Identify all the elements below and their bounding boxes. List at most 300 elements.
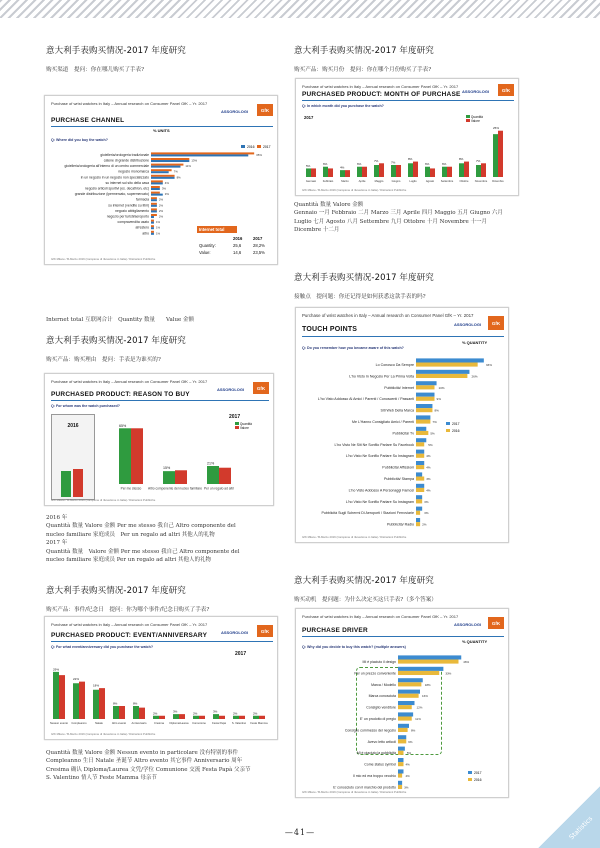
bar-valore bbox=[430, 168, 435, 177]
bar-a bbox=[416, 507, 422, 511]
bar-label: farmacia bbox=[135, 197, 149, 202]
bar-b bbox=[416, 408, 432, 412]
bar-b bbox=[398, 682, 421, 686]
top-decorative-band bbox=[0, 0, 600, 22]
bar-a bbox=[398, 701, 415, 705]
bar-value: 2% bbox=[193, 711, 198, 716]
bar-a bbox=[416, 393, 435, 397]
legend-swatch-2016 bbox=[446, 429, 450, 432]
bar-value: 7% bbox=[432, 419, 437, 424]
bar-label: altro bbox=[142, 231, 149, 236]
bar-value: 65% bbox=[119, 423, 127, 428]
bar-valore bbox=[59, 675, 65, 719]
bar-value: 35% bbox=[256, 152, 262, 157]
bar-b bbox=[151, 210, 157, 212]
bar-category: Nessun evento bbox=[50, 722, 68, 725]
bar-value: 12% bbox=[416, 705, 423, 710]
scan-footnote: GfK Milano / B-Marzo 2019 (Campione di rilevazione in Italia) / Distrazioni Pubbliche bbox=[51, 498, 156, 502]
bar-a bbox=[151, 208, 157, 210]
value-label: Value: bbox=[199, 250, 211, 255]
bar-value: 7% bbox=[173, 169, 178, 174]
bar-category: Per un regalo ad altri bbox=[203, 486, 235, 491]
bar-b bbox=[398, 660, 459, 664]
bar-value: 7% bbox=[476, 158, 481, 163]
bar-valore bbox=[481, 163, 486, 177]
bar-quantita bbox=[53, 672, 59, 719]
scan-footnote: GfK Milano / B-Marzo 2019 (Campione di rilevazione in Italia) / Distrazioni Pubbliche bbox=[302, 535, 407, 539]
bar-label: Pubblicità/ Internet bbox=[384, 385, 414, 390]
legend-2016: 2016 bbox=[247, 145, 255, 149]
assorologi-logo: ASSOROLOGI bbox=[221, 109, 249, 114]
bar-a bbox=[398, 678, 423, 682]
bar-value: 8% bbox=[133, 701, 138, 706]
bar-label: E' un prodotto di pregio bbox=[359, 716, 396, 721]
bar-label: L'ho Visto In Negozio Per La Prima Volta bbox=[349, 374, 414, 379]
bar-value: 4% bbox=[340, 165, 345, 170]
bar-value: 3% bbox=[213, 709, 218, 714]
bar-label: gioielleria/orologeria tradizionale bbox=[100, 152, 149, 157]
title-rule bbox=[302, 336, 504, 337]
bar-label: Me L'Hanno Consigliato Amici / Parenti bbox=[351, 419, 414, 424]
bar-valore bbox=[179, 714, 185, 719]
bar-quantita bbox=[213, 714, 219, 719]
bar-value: 6% bbox=[442, 162, 447, 167]
bar-quantita bbox=[442, 167, 447, 177]
bar-valore bbox=[131, 428, 143, 484]
bar-a bbox=[398, 758, 404, 762]
bar-a bbox=[398, 690, 420, 694]
bar-a bbox=[151, 169, 172, 171]
section-touch-points bbox=[294, 271, 552, 300]
scan-header: Purchase of wrist watches in Italy – Annual research on Consumer Panel GfK – Yr. 2017 bbox=[302, 84, 459, 89]
legend-2016: 2016 bbox=[452, 429, 460, 433]
bar-label: negozio monomarca bbox=[118, 169, 149, 174]
bar-value: 1% bbox=[155, 220, 161, 225]
bar-valore bbox=[199, 716, 205, 719]
month-bars bbox=[302, 119, 514, 189]
bar-category: Festa Papà bbox=[212, 722, 226, 725]
bar-category: Diploma/Laurea bbox=[169, 722, 189, 725]
bar-value: 8% bbox=[459, 157, 464, 162]
internet-year-2017: 2017 bbox=[253, 236, 263, 241]
bar-valore bbox=[498, 131, 503, 177]
bar-value: 5% bbox=[306, 163, 311, 168]
bar-a bbox=[398, 747, 405, 751]
bar-label: negozio per turisti/aeroporto bbox=[106, 214, 149, 219]
bar-valore bbox=[379, 163, 384, 177]
bar-b bbox=[151, 166, 180, 168]
reason-2016-panel bbox=[51, 414, 95, 500]
scan-footnote: GfK Milano / B-Marzo 2019 (Campione di rilevazione in Italia) / Distrazioni Pubbliche bbox=[51, 257, 156, 261]
bar-quantita bbox=[391, 165, 396, 177]
bar-quantita bbox=[476, 165, 481, 177]
legend-2016: 2016 bbox=[474, 778, 482, 782]
bar-value: 4% bbox=[426, 465, 431, 470]
bar-label: su internet (vendite su libri) bbox=[108, 203, 149, 208]
bar-label: E' conosciuto con il marchio del prodotto bbox=[333, 785, 396, 790]
reason-legend: Quantità Valore bbox=[235, 422, 252, 430]
section-title: 意大利手表购买情况-2017 年度研究 bbox=[294, 576, 434, 586]
bar-valore bbox=[396, 165, 401, 177]
section-title: 意大利手表购买情况-2017 年度研究 bbox=[46, 336, 186, 346]
bar-valore bbox=[119, 706, 125, 719]
bar-b bbox=[416, 374, 467, 378]
bar-value: 4% bbox=[405, 762, 410, 767]
bar-a bbox=[151, 231, 154, 233]
title-rule bbox=[302, 636, 504, 637]
bar-category: Per me stesso bbox=[120, 486, 142, 491]
question-text: Q: Why did you decide to buy this watch? (multiple answers) bbox=[302, 645, 406, 649]
bar-value: 26% bbox=[471, 374, 478, 379]
bar-label: Consiglio venditore bbox=[366, 705, 396, 710]
bar-value: 33% bbox=[445, 671, 452, 676]
bar-valore bbox=[239, 716, 245, 719]
bar-value: 8% bbox=[434, 408, 439, 413]
scan-title: PURCHASED PRODUCT: REASON TO BUY bbox=[51, 391, 190, 398]
bar-label: Mi è piaciuto il design bbox=[362, 659, 396, 664]
bar-category: Marzo bbox=[341, 180, 349, 183]
bar-label: Marca conosciuta bbox=[368, 694, 396, 699]
bar-category: Giugno bbox=[391, 180, 401, 183]
section-title: 意大利手表购买情况-2017 年度研究 bbox=[46, 46, 186, 56]
scan-header: Purchase of wrist watches in Italy – Annual research on Consumer Panel GfK – Yr. 2017 bbox=[302, 614, 459, 619]
question-text: Q: Where did you buy the watch? bbox=[51, 138, 108, 142]
section-month-of-purchase bbox=[294, 44, 552, 73]
bar-b bbox=[151, 194, 163, 196]
bar-quantita bbox=[73, 683, 79, 719]
section-purchase-driver bbox=[294, 574, 552, 603]
bar-valore bbox=[159, 716, 165, 719]
assorologi-logo: ASSOROLOGI bbox=[462, 89, 490, 94]
section-subtitle: 接触点 提问题：你还记得是如何获悉这款手表的吗? bbox=[294, 294, 426, 300]
bar-quantita bbox=[119, 428, 131, 484]
bar-a bbox=[416, 370, 469, 374]
section-title: 意大利手表购买情况-2017 年度研究 bbox=[294, 273, 434, 283]
bar-b bbox=[151, 182, 163, 184]
bar-a bbox=[416, 415, 430, 419]
bar-quantita bbox=[408, 163, 413, 177]
reason-year-2017: 2017 bbox=[229, 414, 241, 420]
bar-quantita bbox=[306, 168, 311, 177]
scan-footnote: GfK Milano / B-Marzo 2019 (Campione di rilevazione in Italia) / Distrazioni Pubbliche bbox=[302, 188, 407, 192]
bar-label: Lo Conosco Da Sempre bbox=[375, 362, 414, 367]
gfk-logo: GfK bbox=[257, 104, 273, 116]
bar-label: negozio abbigliamento bbox=[115, 208, 149, 213]
bar-a bbox=[416, 404, 432, 408]
bar-valore bbox=[345, 170, 350, 177]
bar-b bbox=[416, 477, 424, 481]
title-rule bbox=[302, 100, 514, 101]
bar-label: L'ho Visto Ne Sonfilo Parlare Su Instagram bbox=[345, 499, 414, 504]
scan-reason-to-buy bbox=[44, 373, 274, 506]
bar-category: Altro evento bbox=[111, 722, 127, 725]
bar-value: 8% bbox=[411, 728, 416, 733]
legend-swatch-2016 bbox=[241, 145, 245, 148]
bar-category: Ottobre bbox=[459, 180, 469, 183]
reason-caption: 2016 年 Quantità 数量 Valore 金额 Per me stesso 我自己 Altro componente del nucleo familiare 家庭成员 Per un regalo ad altri 其他人的礼物 2017 年 Quantità 数量 Valore 金额 Per me stesso 我自己 Altro componente del nucleo familiare 家庭成员 Per un regalo ad altri 其他人的礼物 bbox=[46, 515, 240, 564]
bar-value: 5% bbox=[406, 751, 412, 756]
bar-value: 3% bbox=[164, 192, 169, 197]
bar-value: 2% bbox=[153, 711, 158, 716]
bar-a bbox=[416, 450, 424, 454]
bar-b bbox=[416, 454, 424, 458]
scan-title: PURCHASE DRIVER bbox=[302, 627, 368, 634]
event-bars bbox=[49, 655, 275, 737]
bar-b bbox=[398, 785, 402, 789]
bar-value: 3% bbox=[173, 709, 178, 714]
bar-quantita bbox=[253, 716, 259, 719]
bar-value: 11% bbox=[415, 716, 421, 721]
corner-label: Statistics bbox=[567, 814, 595, 842]
value-2017: 23,5% bbox=[253, 250, 265, 255]
assorologi-logo: ASSOROLOGI bbox=[454, 622, 482, 627]
bar-quantita bbox=[113, 706, 119, 719]
bar-label: L'ho Visto Ne Siti Ne Sonfilo Parlare Su Facebook bbox=[334, 442, 414, 447]
bar-category: Anniversario bbox=[131, 722, 147, 725]
gfk-logo: GfK bbox=[253, 382, 269, 394]
gfk-logo: GfK bbox=[498, 84, 514, 96]
section-title: 意大利手表购买情况-2017 年度研究 bbox=[294, 46, 434, 56]
bar-quantita bbox=[459, 163, 464, 177]
assorologi-logo: ASSOROLOGI bbox=[217, 387, 245, 392]
bar-category: Cresima bbox=[153, 722, 165, 725]
section-reason-to-buy bbox=[46, 334, 304, 363]
section-subtitle: 购买产品：购买月份 提问：你在哪个月份购买了手表? bbox=[294, 67, 432, 73]
gfk-logo: GfK bbox=[488, 316, 504, 330]
bar-valore bbox=[139, 708, 145, 719]
bar-quantita bbox=[233, 716, 239, 719]
bar-a bbox=[151, 203, 157, 205]
question-text: Q: Do you remember how you became aware of this watch? bbox=[302, 346, 404, 350]
bar-b bbox=[398, 671, 439, 675]
bar-label: Come status symbol bbox=[364, 762, 396, 767]
bar-a bbox=[151, 158, 189, 160]
bar-a bbox=[416, 518, 420, 522]
bar-a bbox=[151, 175, 175, 177]
bar-quantita bbox=[323, 167, 328, 177]
section-title: 意大利手表购买情况-2017 年度研究 bbox=[46, 586, 186, 596]
bar-value: 7% bbox=[374, 158, 379, 163]
bar-valore bbox=[99, 688, 105, 719]
bar-label: L'ho Visto Ne Sonfilo Parlare Su Instagram bbox=[345, 454, 414, 459]
scan-purchase-driver bbox=[295, 608, 509, 798]
bar-value: 29% bbox=[53, 667, 60, 672]
bar-value: 8% bbox=[408, 157, 413, 162]
bar-value: 4% bbox=[164, 180, 169, 185]
bar-value: 6% bbox=[408, 739, 413, 744]
scan-month-of-purchase bbox=[295, 78, 519, 196]
title-rule bbox=[51, 400, 269, 401]
bar-b bbox=[416, 522, 420, 526]
bar-value: 8% bbox=[113, 701, 118, 706]
bar-label: Marca / Modello bbox=[371, 682, 396, 687]
bar-a bbox=[151, 214, 157, 216]
scan-title: TOUCH POINTS bbox=[302, 326, 358, 333]
legend-swatch-2016 bbox=[468, 778, 472, 781]
bar-quantita bbox=[207, 466, 219, 484]
title-rule bbox=[51, 641, 273, 642]
bar-quantita bbox=[153, 716, 159, 719]
assorologi-logo: ASSOROLOGI bbox=[221, 630, 249, 635]
bar-category: Natale bbox=[95, 722, 103, 725]
bar-value: 2% bbox=[158, 203, 164, 208]
bar-b bbox=[151, 199, 157, 201]
legend-swatch-2017 bbox=[468, 771, 472, 774]
bar-b bbox=[151, 177, 175, 179]
channel-caption: Internet total 互联网合计 Quantity 数量 Value 金额 bbox=[46, 317, 195, 323]
bar-valore bbox=[175, 470, 187, 484]
question-text: Q: For what event/anniversary did you purchase the watch? bbox=[51, 645, 154, 649]
event-caption: Quantità 数量 Valore 金额 Nessun evento in particolare 没有特别的事件 Compleanno 生日 Natale 圣诞节 Altro evento 其它事件 Anniversario 周年 Cresima 确认 Diploma/Laurea 文凭/学位 Comunione 交流 Festa Papà 父亲节 S. Valentino 情人节 Feste Mamma 母亲节 bbox=[46, 750, 251, 782]
bar-valore bbox=[447, 167, 452, 177]
bar-category: Comunione bbox=[192, 722, 206, 725]
legend-2017: 2017 bbox=[452, 422, 460, 426]
bar-valore bbox=[259, 716, 265, 719]
bar-b bbox=[398, 751, 404, 755]
bar-quantita bbox=[133, 706, 139, 719]
bar-label: in un negozio in un negozio non specializzato bbox=[80, 175, 149, 180]
bar-a bbox=[416, 461, 424, 465]
scan-header: Purchase of wrist watches in Italy – Annual research on Consumer Panel GfK – Yr. 2017 bbox=[51, 622, 208, 627]
bar-a bbox=[398, 724, 409, 728]
scan-event bbox=[44, 616, 278, 740]
bar-label: negozio articoli sportivi (es. decathlon, etc) bbox=[84, 186, 149, 191]
bar-category: Febbraio bbox=[322, 180, 334, 183]
statistics-corner-tab bbox=[538, 786, 600, 848]
section-event bbox=[46, 584, 304, 613]
bar-value: 3% bbox=[424, 499, 429, 504]
bar-label: L'ho Visto Addosso Ai Amici / Parenti / Conoscenti / Passanti bbox=[317, 397, 414, 402]
legend-swatch-2017 bbox=[446, 422, 450, 425]
bar-a bbox=[398, 735, 406, 739]
bar-b bbox=[151, 227, 154, 229]
scan-header: Purchase of wrist watches in Italy – Annual research on Consumer Panel GfK – Yr. 2017 bbox=[51, 379, 208, 384]
bar-b bbox=[151, 205, 157, 207]
bar-a bbox=[398, 769, 404, 773]
bar-label: Il mio ed era troppo vecchio bbox=[353, 773, 396, 778]
unit-label: % QUANTITY bbox=[462, 340, 488, 345]
bar-label: Pubblicità/ Radio bbox=[387, 522, 414, 527]
bar-label: catene di grande distribuzione bbox=[103, 158, 149, 163]
section-subtitle: 购买产品：事件/纪念日 提问：你为哪个事件/纪念日购买了手表? bbox=[46, 607, 210, 613]
bar-value: 5% bbox=[430, 431, 435, 436]
bar-b bbox=[416, 420, 430, 424]
bar-value: 3% bbox=[426, 476, 431, 481]
bar-label: Consiglio commesso del negozio bbox=[344, 728, 396, 733]
bar-value: 7% bbox=[391, 160, 396, 165]
bar-value: 2% bbox=[422, 522, 427, 527]
bar-b bbox=[151, 154, 248, 156]
bar-label: gioielleria/orologeria all'interno di un centro commerciale bbox=[64, 164, 149, 169]
scan-title: PURCHASE CHANNEL bbox=[51, 117, 125, 124]
bar-b bbox=[398, 774, 402, 778]
bar-category: Feste Mamma bbox=[250, 722, 268, 725]
bar-a bbox=[151, 180, 163, 182]
bar-value: 10% bbox=[438, 385, 445, 390]
bar-category: Luglio bbox=[409, 180, 417, 183]
bar-b bbox=[416, 442, 424, 446]
bar-value: 6% bbox=[357, 162, 362, 167]
bar-value: 15% bbox=[163, 465, 171, 470]
bar-value: 18% bbox=[424, 682, 431, 687]
scan-header: Purchase of wrist watches in Italy – Annual research on Consumer Panel GfK – Yr. 2017 bbox=[302, 313, 474, 318]
bar-category: Novembre bbox=[474, 180, 488, 183]
bar-a bbox=[151, 197, 157, 199]
bar-value: 46% bbox=[463, 659, 470, 664]
bar-quantita bbox=[340, 170, 345, 177]
bar-value: 4% bbox=[426, 488, 431, 493]
bar-label: all'estero bbox=[135, 225, 149, 230]
bar-quantita bbox=[163, 471, 175, 484]
quantity-2016: 25,6 bbox=[233, 243, 242, 248]
bar-value: 9% bbox=[436, 397, 441, 402]
bar-value: 2% bbox=[233, 711, 238, 716]
bar-value: 25% bbox=[493, 126, 500, 131]
bar-b bbox=[398, 694, 419, 698]
bar-category: Settembre bbox=[440, 180, 454, 183]
bar-a bbox=[151, 220, 154, 222]
legend-2017: 2017 bbox=[474, 771, 482, 775]
bar-valore bbox=[311, 168, 316, 177]
bar-value: 21% bbox=[207, 461, 215, 466]
bar-b bbox=[398, 717, 412, 721]
bar-category: Dicembre bbox=[492, 180, 504, 183]
bar-label: compravendita usato bbox=[117, 220, 149, 225]
bar-quantita bbox=[493, 134, 498, 177]
scan-footnote: GfK Milano / B-Marzo 2019 (Campione di rilevazione in Italia) / Distrazioni Pubbliche bbox=[302, 790, 407, 794]
bar-value: 4% bbox=[426, 454, 431, 459]
bar-value: 3% bbox=[161, 186, 166, 191]
bar-value: 3% bbox=[404, 785, 409, 790]
bar-a bbox=[151, 192, 160, 194]
bar-b bbox=[151, 171, 169, 173]
bar-b bbox=[416, 511, 420, 515]
bar-quantita bbox=[357, 167, 362, 177]
bar-value: 18% bbox=[93, 683, 100, 688]
unit-label: % QUANTITY bbox=[462, 639, 488, 644]
bar-b bbox=[151, 222, 154, 224]
bar-a bbox=[416, 472, 422, 476]
bar-label: Mi è piaciuto la pubblicità bbox=[356, 751, 396, 756]
bar-valore bbox=[328, 168, 333, 177]
bar-b bbox=[151, 233, 154, 235]
bar-category: S. Valentino bbox=[231, 722, 247, 725]
bar-quantita bbox=[374, 165, 379, 177]
quantity-label: Quantity: bbox=[199, 243, 216, 248]
legend-swatch-2017 bbox=[257, 145, 261, 148]
bar-b bbox=[398, 728, 408, 732]
bar-a bbox=[416, 358, 484, 362]
bar-quantita bbox=[193, 716, 199, 719]
bar-category: Maggio bbox=[374, 180, 384, 183]
bar-b bbox=[398, 739, 406, 743]
bar-a bbox=[398, 655, 461, 659]
bar-value: 3% bbox=[424, 511, 429, 516]
bar-label: su internet sul sito della casa bbox=[105, 180, 149, 185]
bar-value: 5% bbox=[428, 442, 433, 447]
bar-value: 22% bbox=[73, 677, 80, 682]
page-number: —41— bbox=[284, 828, 316, 837]
bar-a bbox=[416, 484, 424, 488]
bar-value: 4% bbox=[405, 773, 410, 778]
scan-purchase-channel bbox=[44, 95, 278, 265]
bar-category: Gennaio bbox=[305, 180, 317, 183]
bar-value: 33% bbox=[485, 362, 492, 367]
section-subtitle: 购买产品：购买理由 提问：手表是为谁买的? bbox=[46, 357, 161, 363]
bar-b bbox=[416, 363, 478, 367]
scan-footnote: GfK Milano / B-Marzo 2019 (Campione di rilevazione in Italia) / Distrazioni Pubbliche bbox=[51, 732, 156, 736]
bar-valore bbox=[464, 162, 469, 177]
